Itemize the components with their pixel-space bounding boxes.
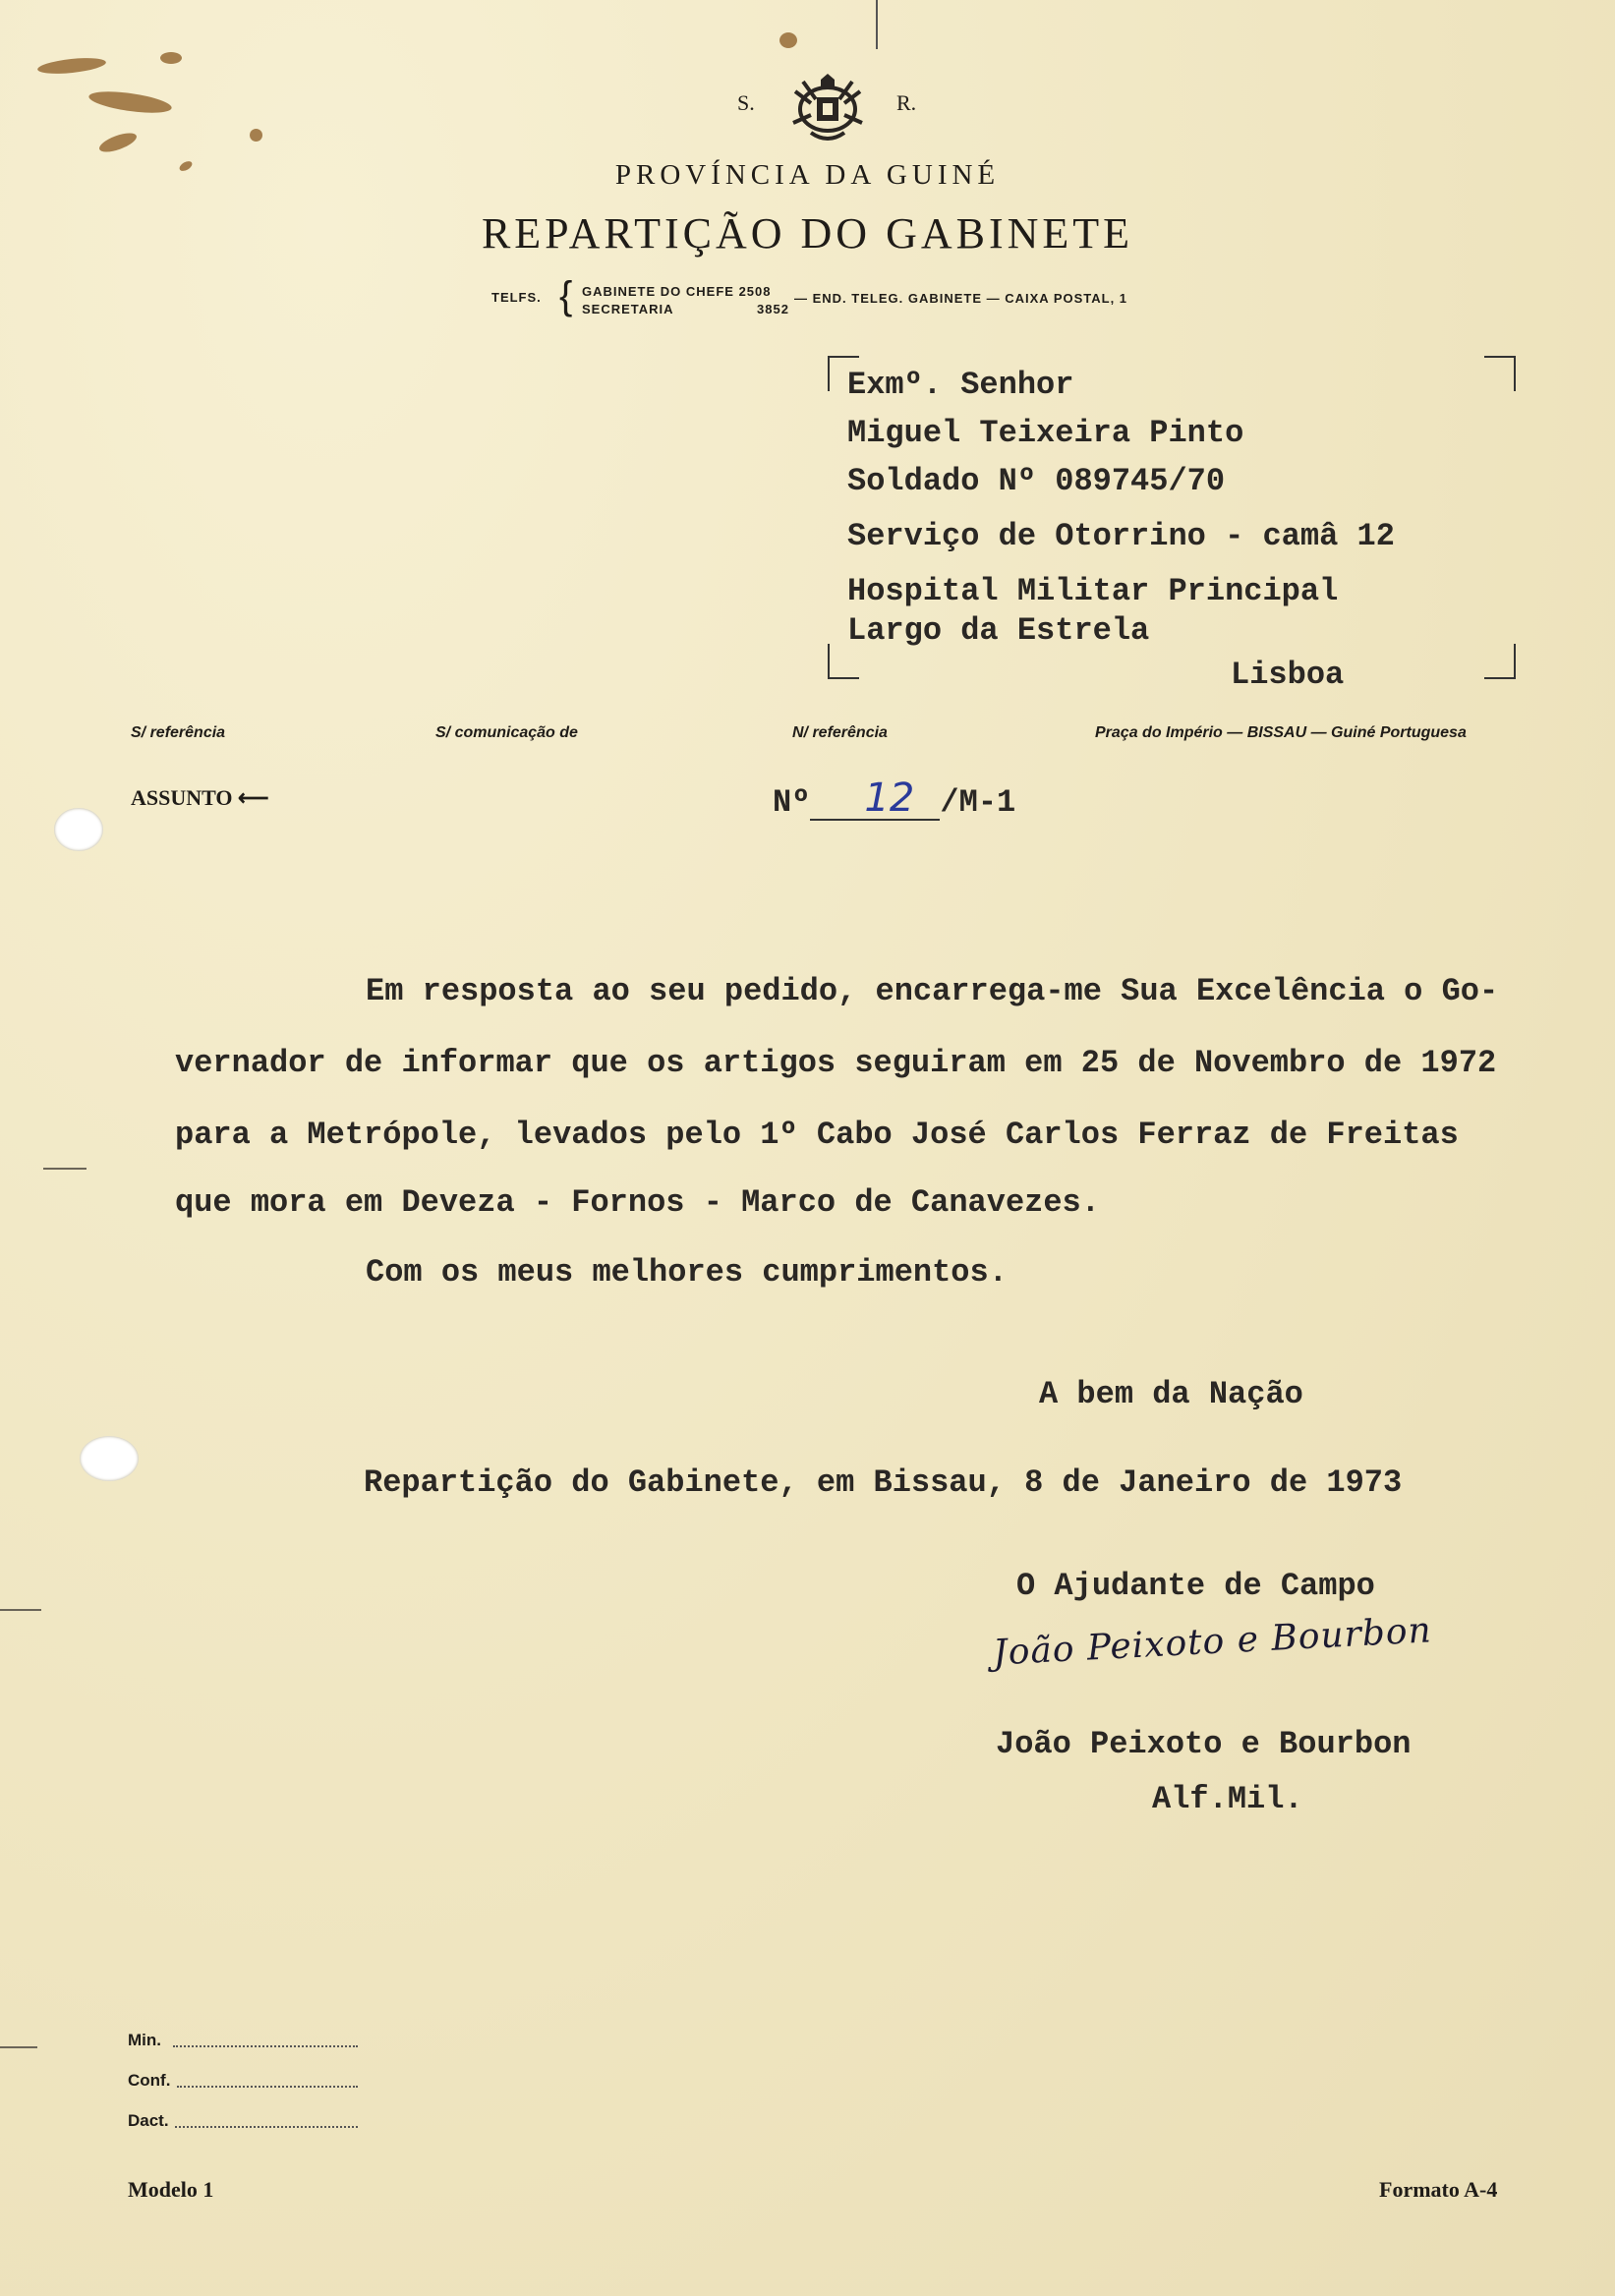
n-referencia-label: N/ referência xyxy=(792,724,888,741)
stain-mark xyxy=(779,32,797,48)
min-dotted-line xyxy=(173,2045,358,2047)
signature: João Peixoto e Bourbon xyxy=(992,1610,1433,1674)
s-referencia-label: S/ referência xyxy=(131,724,226,741)
margin-mark xyxy=(43,1168,87,1170)
recipient-city: Lisboa xyxy=(1231,657,1345,693)
doc-number xyxy=(773,775,1016,821)
top-fold-line xyxy=(876,0,878,49)
place-label: Praça do Império — BISSAU — Guiné Portuguesa xyxy=(1095,724,1467,741)
conf-dotted-line xyxy=(177,2086,358,2088)
model-label: Modelo 1 xyxy=(128,2177,214,2202)
recipient-line: Hospital Militar Principal xyxy=(847,573,1339,609)
format-label: Formato A-4 xyxy=(1379,2177,1498,2202)
signer-role: O Ajudante de Campo xyxy=(1016,1568,1375,1604)
punch-hole xyxy=(54,808,103,851)
corner-mark-top-right xyxy=(1484,356,1516,391)
brace-glyph: { xyxy=(559,274,573,317)
number-blank xyxy=(810,775,940,821)
stain-mark xyxy=(160,52,182,64)
stain-mark xyxy=(97,130,139,156)
province-title: PROVÍNCIA DA GUINÉ xyxy=(614,159,1001,191)
corner-mark-bottom-left xyxy=(828,644,859,679)
punch-hole xyxy=(80,1436,139,1481)
r-letter: R. xyxy=(896,90,917,115)
margin-mark xyxy=(0,1609,41,1611)
body-line: para a Metrópole, levados pelo 1º Cabo José Carlos Ferraz de Freitas xyxy=(175,1117,1459,1153)
motto: A bem da Nação xyxy=(1039,1376,1303,1412)
number-suffix: /M-1 xyxy=(940,784,1016,821)
telegraph-address: — END. TELEG. GABINETE — CAIXA POSTAL, 1 xyxy=(794,291,1128,306)
number-handwritten: 12 xyxy=(864,775,915,821)
assunto-label xyxy=(131,785,269,811)
telfs-label: TELFS. xyxy=(491,290,542,305)
tel-line-2: SECRETARIA xyxy=(582,302,674,316)
margin-mark xyxy=(0,2046,37,2048)
coat-of-arms-icon xyxy=(783,74,872,143)
min-label: Min. xyxy=(128,2031,161,2049)
signer-rank: Alf.Mil. xyxy=(1152,1781,1303,1817)
recipient-line: Exmº. Senhor xyxy=(847,367,1074,403)
office-title: REPARTIÇÃO DO GABINETE xyxy=(481,209,1134,258)
place-date: Repartição do Gabinete, em Bissau, 8 de Janeiro de 1973 xyxy=(364,1464,1403,1501)
conf-label: Conf. xyxy=(128,2071,171,2090)
recipient-line: Soldado Nº 089745/70 xyxy=(847,463,1226,499)
dact-dotted-line xyxy=(175,2126,358,2128)
s-letter: S. xyxy=(737,90,755,115)
tel-line-1: GABINETE DO CHEFE 2508 xyxy=(582,284,772,299)
dact-label: Dact. xyxy=(128,2111,169,2130)
s-comunicacao-label: S/ comunicação de xyxy=(435,724,578,741)
assunto-text: ASSUNTO xyxy=(131,785,233,810)
corner-mark-bottom-right xyxy=(1484,644,1516,679)
number-prefix: Nº xyxy=(773,784,811,821)
stain-mark xyxy=(36,55,106,76)
arrow-icon: ⟵ xyxy=(232,785,269,810)
recipient-line: Miguel Teixeira Pinto xyxy=(847,415,1244,451)
body-line: Em resposta ao seu pedido, encarrega-me Sua Excelência o Go- xyxy=(366,973,1499,1009)
stain-mark xyxy=(250,129,262,142)
recipient-line: Largo da Estrela xyxy=(847,612,1150,649)
body-line: que mora em Deveza - Fornos - Marco de Canavezes. xyxy=(175,1184,1100,1221)
body-line: Com os meus melhores cumprimentos. xyxy=(366,1254,1008,1291)
tel-number-2: 3852 xyxy=(757,302,789,316)
body-line: vernador de informar que os artigos seguiram em 25 de Novembro de 1972 xyxy=(175,1045,1497,1081)
stain-mark xyxy=(87,87,173,117)
signer-name: João Peixoto e Bourbon xyxy=(996,1726,1412,1762)
recipient-line: Serviço de Otorrino - camâ 12 xyxy=(847,518,1395,554)
